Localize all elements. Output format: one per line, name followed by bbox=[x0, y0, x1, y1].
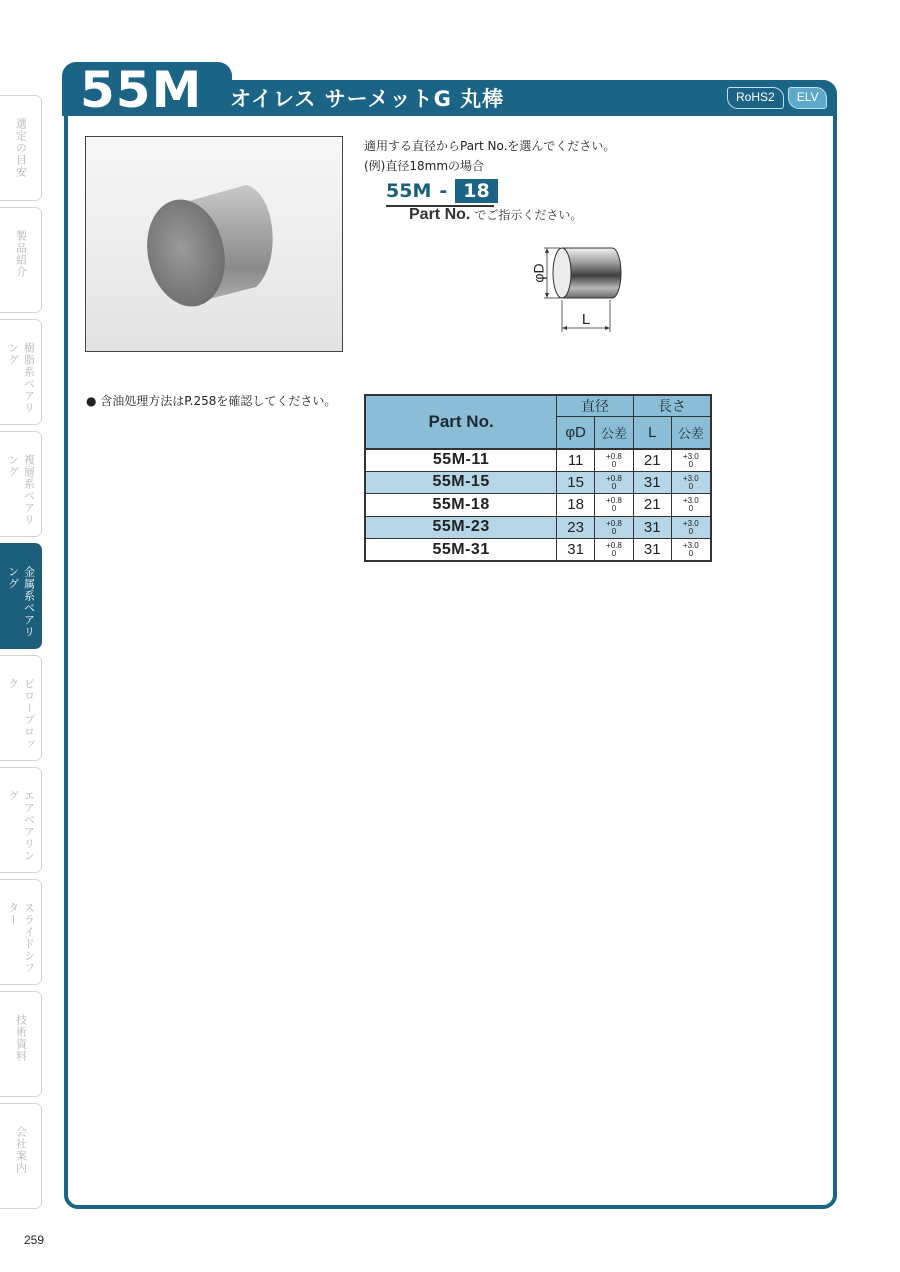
side-tab-label: エアベアリング bbox=[6, 790, 36, 862]
example-note bbox=[409, 206, 582, 224]
diameter-tolerance-cell bbox=[595, 516, 634, 539]
example-note-text: でご指示ください。 bbox=[474, 208, 583, 222]
diameter-tolerance-cell bbox=[595, 471, 634, 494]
length-cell: 31 bbox=[633, 516, 671, 539]
side-tab-label: 金属系ベアリング bbox=[6, 566, 36, 638]
header-diameter-group: 直径 bbox=[557, 395, 634, 417]
side-tab-multilayer-bearings[interactable] bbox=[0, 431, 42, 537]
side-tab-label: ピローブロック bbox=[6, 678, 36, 750]
part-no-cell: 55M-15 bbox=[365, 471, 557, 494]
table-row bbox=[365, 516, 711, 539]
tol-lower: 0 bbox=[688, 459, 694, 469]
elv-badge: ELV bbox=[788, 87, 828, 109]
oil-treatment-note: ● 含油処理方法はP.258を確認してください。 bbox=[86, 394, 337, 408]
side-tab-label: 製品紹介 bbox=[14, 230, 28, 278]
length-cell: 31 bbox=[633, 471, 671, 494]
example-separator: - bbox=[439, 180, 448, 202]
dimension-diagram bbox=[520, 240, 630, 340]
product-name: オイレス サーメットG 丸棒 bbox=[230, 87, 505, 111]
side-tab-selection-guide[interactable] bbox=[0, 95, 42, 201]
instruction-line-1: 適用する直径からPart No.を選んでください。 bbox=[364, 139, 616, 153]
side-tab-label: 選定の目安 bbox=[14, 118, 28, 178]
side-tab-resin-bearings[interactable] bbox=[0, 319, 42, 425]
diameter-label: φD bbox=[530, 263, 547, 283]
part-no-cell: 55M-18 bbox=[365, 494, 557, 517]
product-photo bbox=[85, 136, 343, 352]
side-tab-label: 樹脂系ベアリング bbox=[6, 342, 36, 414]
side-tab-pillow-blocks[interactable] bbox=[0, 655, 42, 761]
header-part-no: Part No. bbox=[365, 395, 557, 449]
example-note-part-no: Part No. bbox=[409, 206, 471, 223]
tol-upper: +0.8 bbox=[606, 518, 622, 528]
diameter-tolerance-cell bbox=[595, 449, 634, 472]
length-cell: 31 bbox=[633, 539, 671, 562]
tol-upper: +0.8 bbox=[606, 496, 622, 506]
tol-upper: +3.0 bbox=[682, 518, 699, 528]
part-no-cell: 55M-11 bbox=[365, 449, 557, 472]
tol-upper: +0.8 bbox=[606, 473, 622, 483]
length-label: L bbox=[581, 311, 591, 328]
tol-lower: 0 bbox=[611, 526, 617, 536]
tol-upper: +3.0 bbox=[682, 496, 699, 506]
tol-lower: 0 bbox=[611, 549, 617, 559]
length-tolerance-cell bbox=[671, 494, 711, 517]
diameter-tolerance-cell bbox=[595, 494, 634, 517]
tol-lower: 0 bbox=[688, 504, 694, 514]
tol-lower: 0 bbox=[611, 459, 617, 469]
side-tab-technical-data[interactable] bbox=[0, 991, 42, 1097]
length-cell: 21 bbox=[633, 494, 671, 517]
header-length: L bbox=[633, 417, 671, 449]
tol-upper: +0.8 bbox=[606, 541, 622, 551]
compliance-badges bbox=[727, 87, 827, 109]
side-tab-label: 会社案内 bbox=[14, 1126, 28, 1174]
tol-lower: 0 bbox=[688, 526, 694, 536]
tol-upper: +0.8 bbox=[606, 451, 622, 461]
diameter-cell: 11 bbox=[557, 449, 595, 472]
rohs-badge: RoHS2 bbox=[727, 87, 784, 109]
round-bar-image bbox=[86, 137, 341, 350]
side-tab-company-info[interactable] bbox=[0, 1103, 42, 1209]
tol-upper: +3.0 bbox=[682, 541, 699, 551]
header-length-tolerance: 公差 bbox=[671, 417, 711, 449]
diameter-cell: 23 bbox=[557, 516, 595, 539]
page-number: 259 bbox=[24, 1233, 45, 1247]
tol-lower: 0 bbox=[611, 481, 617, 491]
length-cell: 21 bbox=[633, 449, 671, 472]
side-tab-air-bearings[interactable] bbox=[0, 767, 42, 873]
tol-upper: +3.0 bbox=[682, 473, 699, 483]
instructions bbox=[364, 136, 615, 176]
header-length-group: 長さ bbox=[633, 395, 711, 417]
header-diameter: φD bbox=[557, 417, 595, 449]
tol-upper: +3.0 bbox=[682, 451, 699, 461]
table-row bbox=[365, 471, 711, 494]
side-tab-label: 複層系ベアリング bbox=[6, 454, 36, 526]
example-prefix: 55M bbox=[386, 180, 432, 202]
model-code: 55M bbox=[80, 61, 203, 119]
example-part-code bbox=[386, 179, 498, 203]
length-tolerance-cell bbox=[671, 471, 711, 494]
diameter-cell: 18 bbox=[557, 494, 595, 517]
tol-lower: 0 bbox=[611, 504, 617, 514]
spec-table bbox=[364, 394, 712, 562]
diameter-cell: 15 bbox=[557, 471, 595, 494]
side-tab-products[interactable] bbox=[0, 207, 42, 313]
side-tab-metal-bearings[interactable] bbox=[0, 543, 42, 649]
table-row bbox=[365, 494, 711, 517]
tol-lower: 0 bbox=[688, 549, 694, 559]
table-row bbox=[365, 449, 711, 472]
diameter-cell: 31 bbox=[557, 539, 595, 562]
side-tab-slide-shifters[interactable] bbox=[0, 879, 42, 985]
instruction-line-2: (例)直径18mmの場合 bbox=[364, 159, 485, 173]
side-tab-label: スライドシフター bbox=[6, 902, 36, 974]
length-tolerance-cell bbox=[671, 516, 711, 539]
diameter-tolerance-cell bbox=[595, 539, 634, 562]
table-row bbox=[365, 539, 711, 562]
side-tab-label: 技術資料 bbox=[14, 1014, 28, 1062]
header-diameter-tolerance: 公差 bbox=[595, 417, 634, 449]
tol-lower: 0 bbox=[688, 481, 694, 491]
example-value-box: 18 bbox=[455, 179, 497, 203]
part-no-cell: 55M-23 bbox=[365, 516, 557, 539]
length-tolerance-cell bbox=[671, 539, 711, 562]
part-no-cell: 55M-31 bbox=[365, 539, 557, 562]
length-tolerance-cell bbox=[671, 449, 711, 472]
